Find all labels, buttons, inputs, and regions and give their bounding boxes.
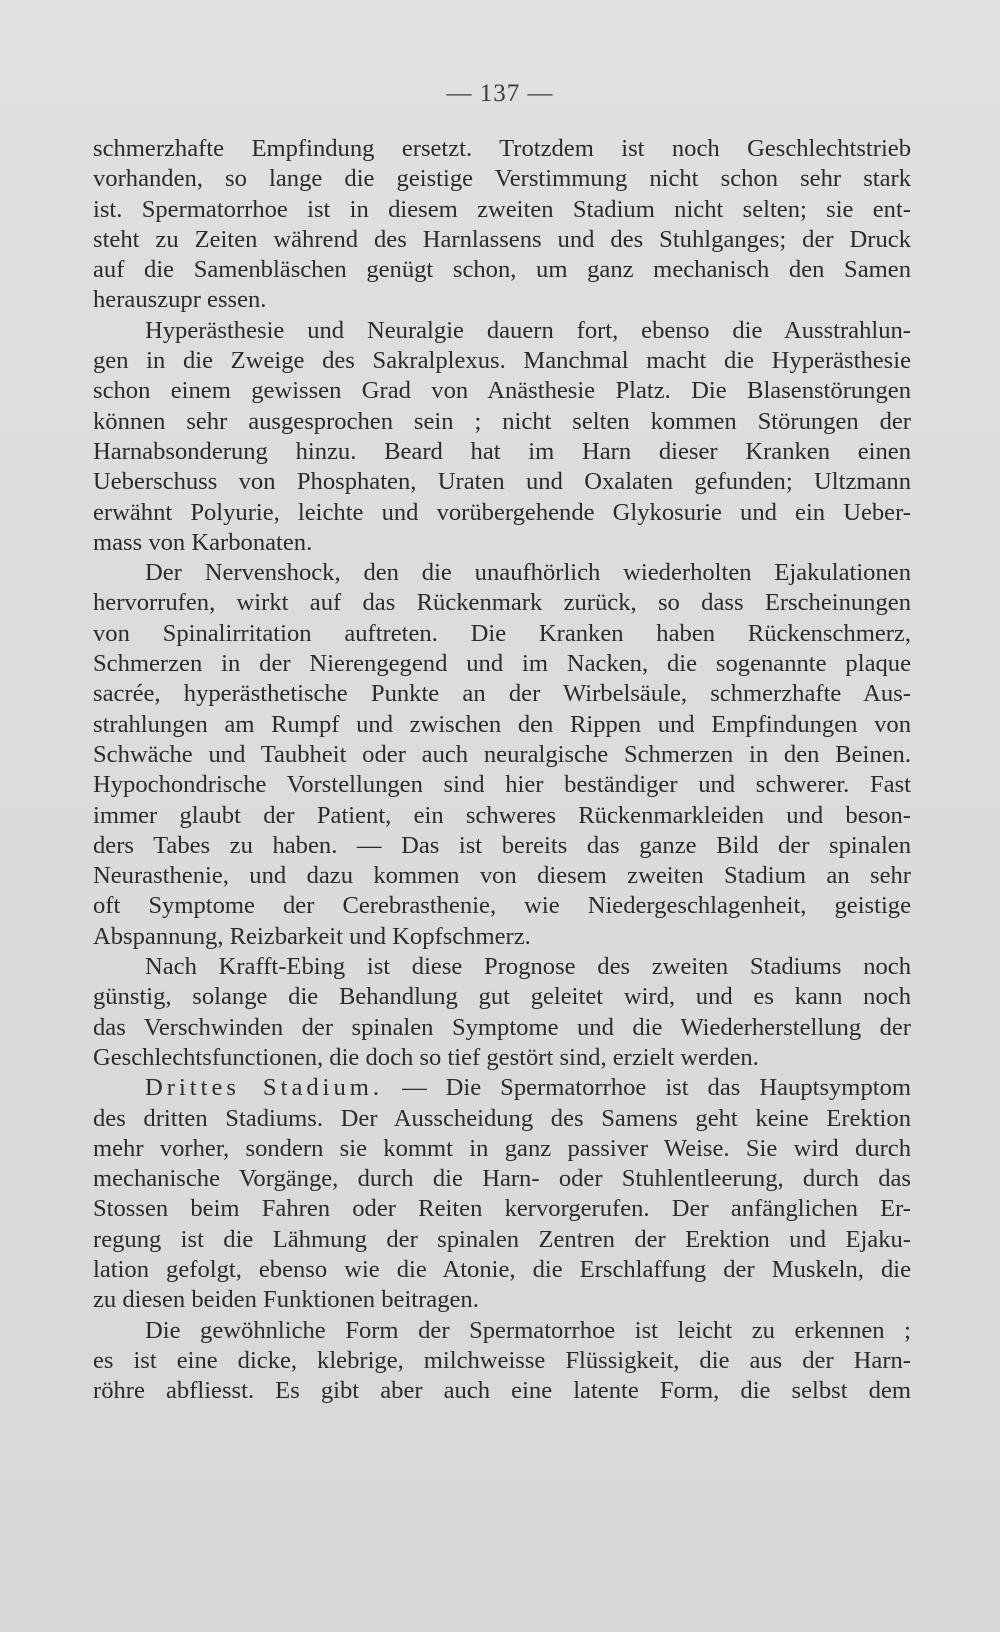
- text-line: Neurasthenie, und dazu kommen von diesem zweiten Stadium an sehr: [93, 862, 911, 890]
- text-line: oft Symptome der Cerebrasthenie, wie Niedergeschlagenheit, geistige: [93, 892, 911, 920]
- text-line: des dritten Stadiums. Der Ausscheidung des Samens geht keine Erektion: [93, 1104, 911, 1132]
- text-line: gen in die Zweige des Sakralplexus. Manchmal macht die Hyperästhesie: [93, 347, 911, 375]
- text-line: sacrée, hyperästhetische Punkte an der Wirbelsäule, schmerzhafte Aus-: [93, 680, 911, 708]
- text-line: Schmerzen in der Nierengegend und im Nacken, die sogenannte plaque: [93, 650, 911, 678]
- text-line: schon einem gewissen Grad von Anästhesie Platz. Die Blasenstörungen: [93, 377, 911, 405]
- text-line: Abspannung, Reizbarkeit und Kopfschmerz.: [93, 922, 531, 950]
- text-line: auf die Samenbläschen genügt schon, um ganz mechanisch den Samen: [93, 256, 911, 284]
- text-line: mechanische Vorgänge, durch die Harn- oder Stuhlentleerung, durch das: [93, 1165, 911, 1193]
- text-line: Ueberschuss von Phosphaten, Uraten und Oxalaten gefunden; Ultzmann: [93, 468, 911, 496]
- text-line: Stossen beim Fahren oder Reiten kervorgerufen. Der anfänglichen Er-: [93, 1195, 911, 1223]
- text-line: können sehr ausgesprochen sein ; nicht selten kommen Störungen der: [93, 407, 911, 435]
- text-line: röhre abfliesst. Es gibt aber auch eine latente Form, die selbst dem: [93, 1377, 911, 1405]
- text-line: mass von Karbonaten.: [93, 528, 313, 556]
- text-line: erwähnt Polyurie, leichte und vorübergehende Glykosurie und ein Ueber-: [93, 498, 911, 526]
- text-line: günstig, solange die Behandlung gut geleitet wird, und es kann noch: [93, 983, 911, 1011]
- text-line: das Verschwinden der spinalen Symptome und die Wiederherstellung der: [93, 1013, 911, 1041]
- text-line: [93, 1073, 911, 1103]
- text-line: ders Tabes zu haben. — Das ist bereits das ganze Bild der spinalen: [93, 831, 911, 859]
- text-line: Harnabsonderung hinzu. Beard hat im Harn dieser Kranken einen: [93, 437, 911, 465]
- text-line: es ist eine dicke, klebrige, milchweisse Flüssigkeit, die aus der Harn-: [93, 1346, 911, 1374]
- text-line: mehr vorher, sondern sie kommt in ganz passiver Weise. Sie wird durch: [93, 1134, 911, 1162]
- text-line: schmerzhafte Empfindung ersetzt. Trotzdem ist noch Geschlechtstrieb: [93, 135, 911, 162]
- text-line: Der Nervenshock, den die unaufhörlich wiederholten Ejakulationen: [145, 559, 911, 587]
- text-line: strahlungen am Rumpf und zwischen den Rippen und Empfindungen von: [93, 710, 911, 738]
- text-line: steht zu Zeiten während des Harnlassens und des Stuhlganges; der Druck: [93, 225, 911, 253]
- text-line: regung ist die Lähmung der spinalen Zentren der Erektion und Ejaku-: [93, 1225, 911, 1253]
- text-line: Geschlechtsfunctionen, die doch so tief gestört sind, erzielt werden.: [93, 1043, 759, 1071]
- text-line: Nach Krafft-Ebing ist diese Prognose des zweiten Stadiums noch: [145, 953, 911, 981]
- text-line: Hypochondrische Vorstellungen sind hier beständiger und schwerer. Fast: [93, 771, 911, 799]
- text-line: zu diesen beiden Funktionen beitragen.: [93, 1286, 479, 1314]
- page-number-header: — 137 —: [446, 80, 554, 107]
- text-line: von Spinalirritation auftreten. Die Kranken haben Rückenschmerz,: [93, 619, 911, 647]
- text-line: Schwäche und Taubheit oder auch neuralgische Schmerzen in den Beinen.: [93, 740, 911, 768]
- text-line: lation gefolgt, ebenso wie die Atonie, die Erschlaffung der Muskeln, die: [93, 1255, 911, 1283]
- text-line: Hyperästhesie und Neuralgie dauern fort, ebenso die Ausstrahlun-: [145, 316, 911, 344]
- body-text: [93, 134, 911, 1406]
- text-line: vorhanden, so lange die geistige Verstimmung nicht schon sehr stark: [93, 165, 911, 193]
- text-line: hervorrufen, wirkt auf das Rückenmark zurück, so dass Erscheinungen: [93, 589, 911, 617]
- section-heading: Drittes Stadium.: [145, 1074, 384, 1102]
- text-line: ist. Spermatorrhoe ist in diesem zweiten Stadium nicht selten; sie ent-: [93, 195, 911, 223]
- line-text: — Die Spermatorrhoe ist das Hauptsymptom: [383, 1074, 911, 1102]
- text-line: Die gewöhnliche Form der Spermatorrhoe ist leicht zu erkennen ;: [145, 1316, 911, 1344]
- text-line: immer glaubt der Patient, ein schweres Rückenmarkleiden und beson-: [93, 801, 911, 829]
- text-line: herauszupr essen.: [93, 286, 267, 314]
